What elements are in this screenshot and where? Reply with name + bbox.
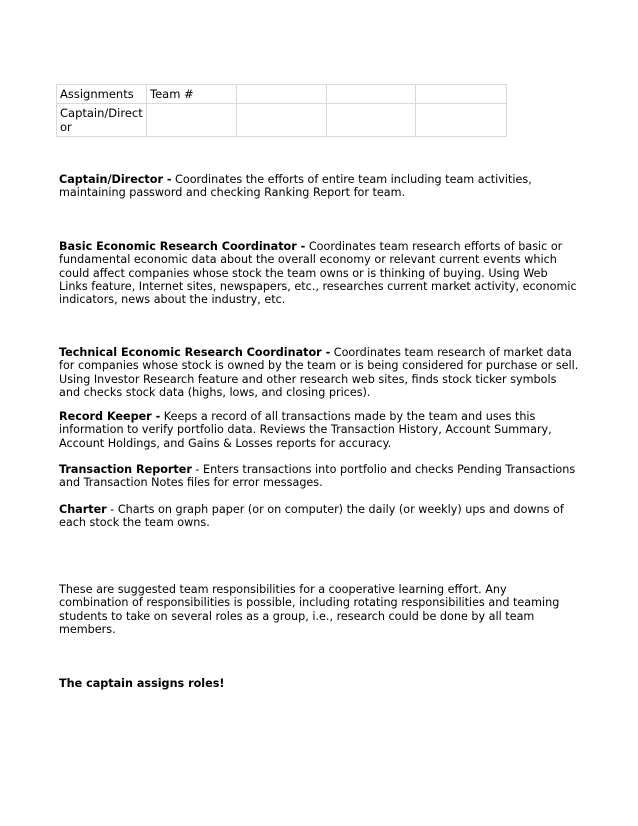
role-text: Coordinates team research of market data for companies whose stock is owned by the team or is being considered for purchase or sell. Using Investor Research feature and other research web sites, finds stock ticker symbols and checks stock data (highs, lows, and closing prices). [59,346,579,399]
table-cell [237,104,327,137]
role-text: Coordinates the efforts of entire team including team activities, maintaining password and checking Ranking Report for team. [59,173,532,200]
role-title: Technical Economic Research Coordinator - [59,346,331,359]
role-description-technical-research [59,346,579,399]
table-cell [416,104,507,137]
table-cell [327,85,416,104]
role-text: - Enters transactions into portfolio and checks Pending Transactions and Transaction Notes files for error messages. [59,463,576,490]
role-title: Basic Economic Research Coordinator - [59,240,306,253]
table-cell: Captain/Director [57,104,147,137]
table-cell: Team # [147,85,237,104]
table-cell [416,85,507,104]
table-cell [147,104,237,137]
role-text: Coordinates team research efforts of basic or fundamental economic data about the overall economy or relevant current events which could affect companies whose stock the team owns or is thinking of buying. Using Web Links feature, Internet sites, newspapers, etc., researches current market activity, economic indicators, news about the industry, etc. [59,240,577,307]
role-description-charter [59,503,579,530]
role-title: Captain/Director - [59,173,172,186]
role-text: Keeps a record of all transactions made by the team and uses this information to verify portfolio data. Reviews the Transaction History, Account Summary, Account Holdings, and Gains & Losses reports for accuracy. [59,410,552,450]
role-title: Transaction Reporter [59,463,192,476]
table-row [57,85,507,104]
role-title: Charter [59,503,107,516]
responsibilities-note: These are suggested team responsibilities for a cooperative learning effort. Any combination of responsibilities is possible, including rotating responsibilities and teaming students to take on several roles as a group, i.e., research could be done by all team members. [59,583,560,636]
role-description-transaction-reporter [59,463,579,490]
table-cell [237,85,327,104]
role-description-basic-research [59,240,579,306]
role-description-captain [59,173,579,200]
closing-statement: The captain assigns roles! [59,677,225,690]
assignments-table [56,84,507,137]
table-cell: Assignments [57,85,147,104]
table-row [57,104,507,137]
role-text: - Charts on graph paper (or on computer) the daily (or weekly) ups and downs of each stock the team owns. [59,503,564,530]
role-description-record-keeper [59,410,579,450]
table-cell [327,104,416,137]
role-title: Record Keeper - [59,410,161,423]
